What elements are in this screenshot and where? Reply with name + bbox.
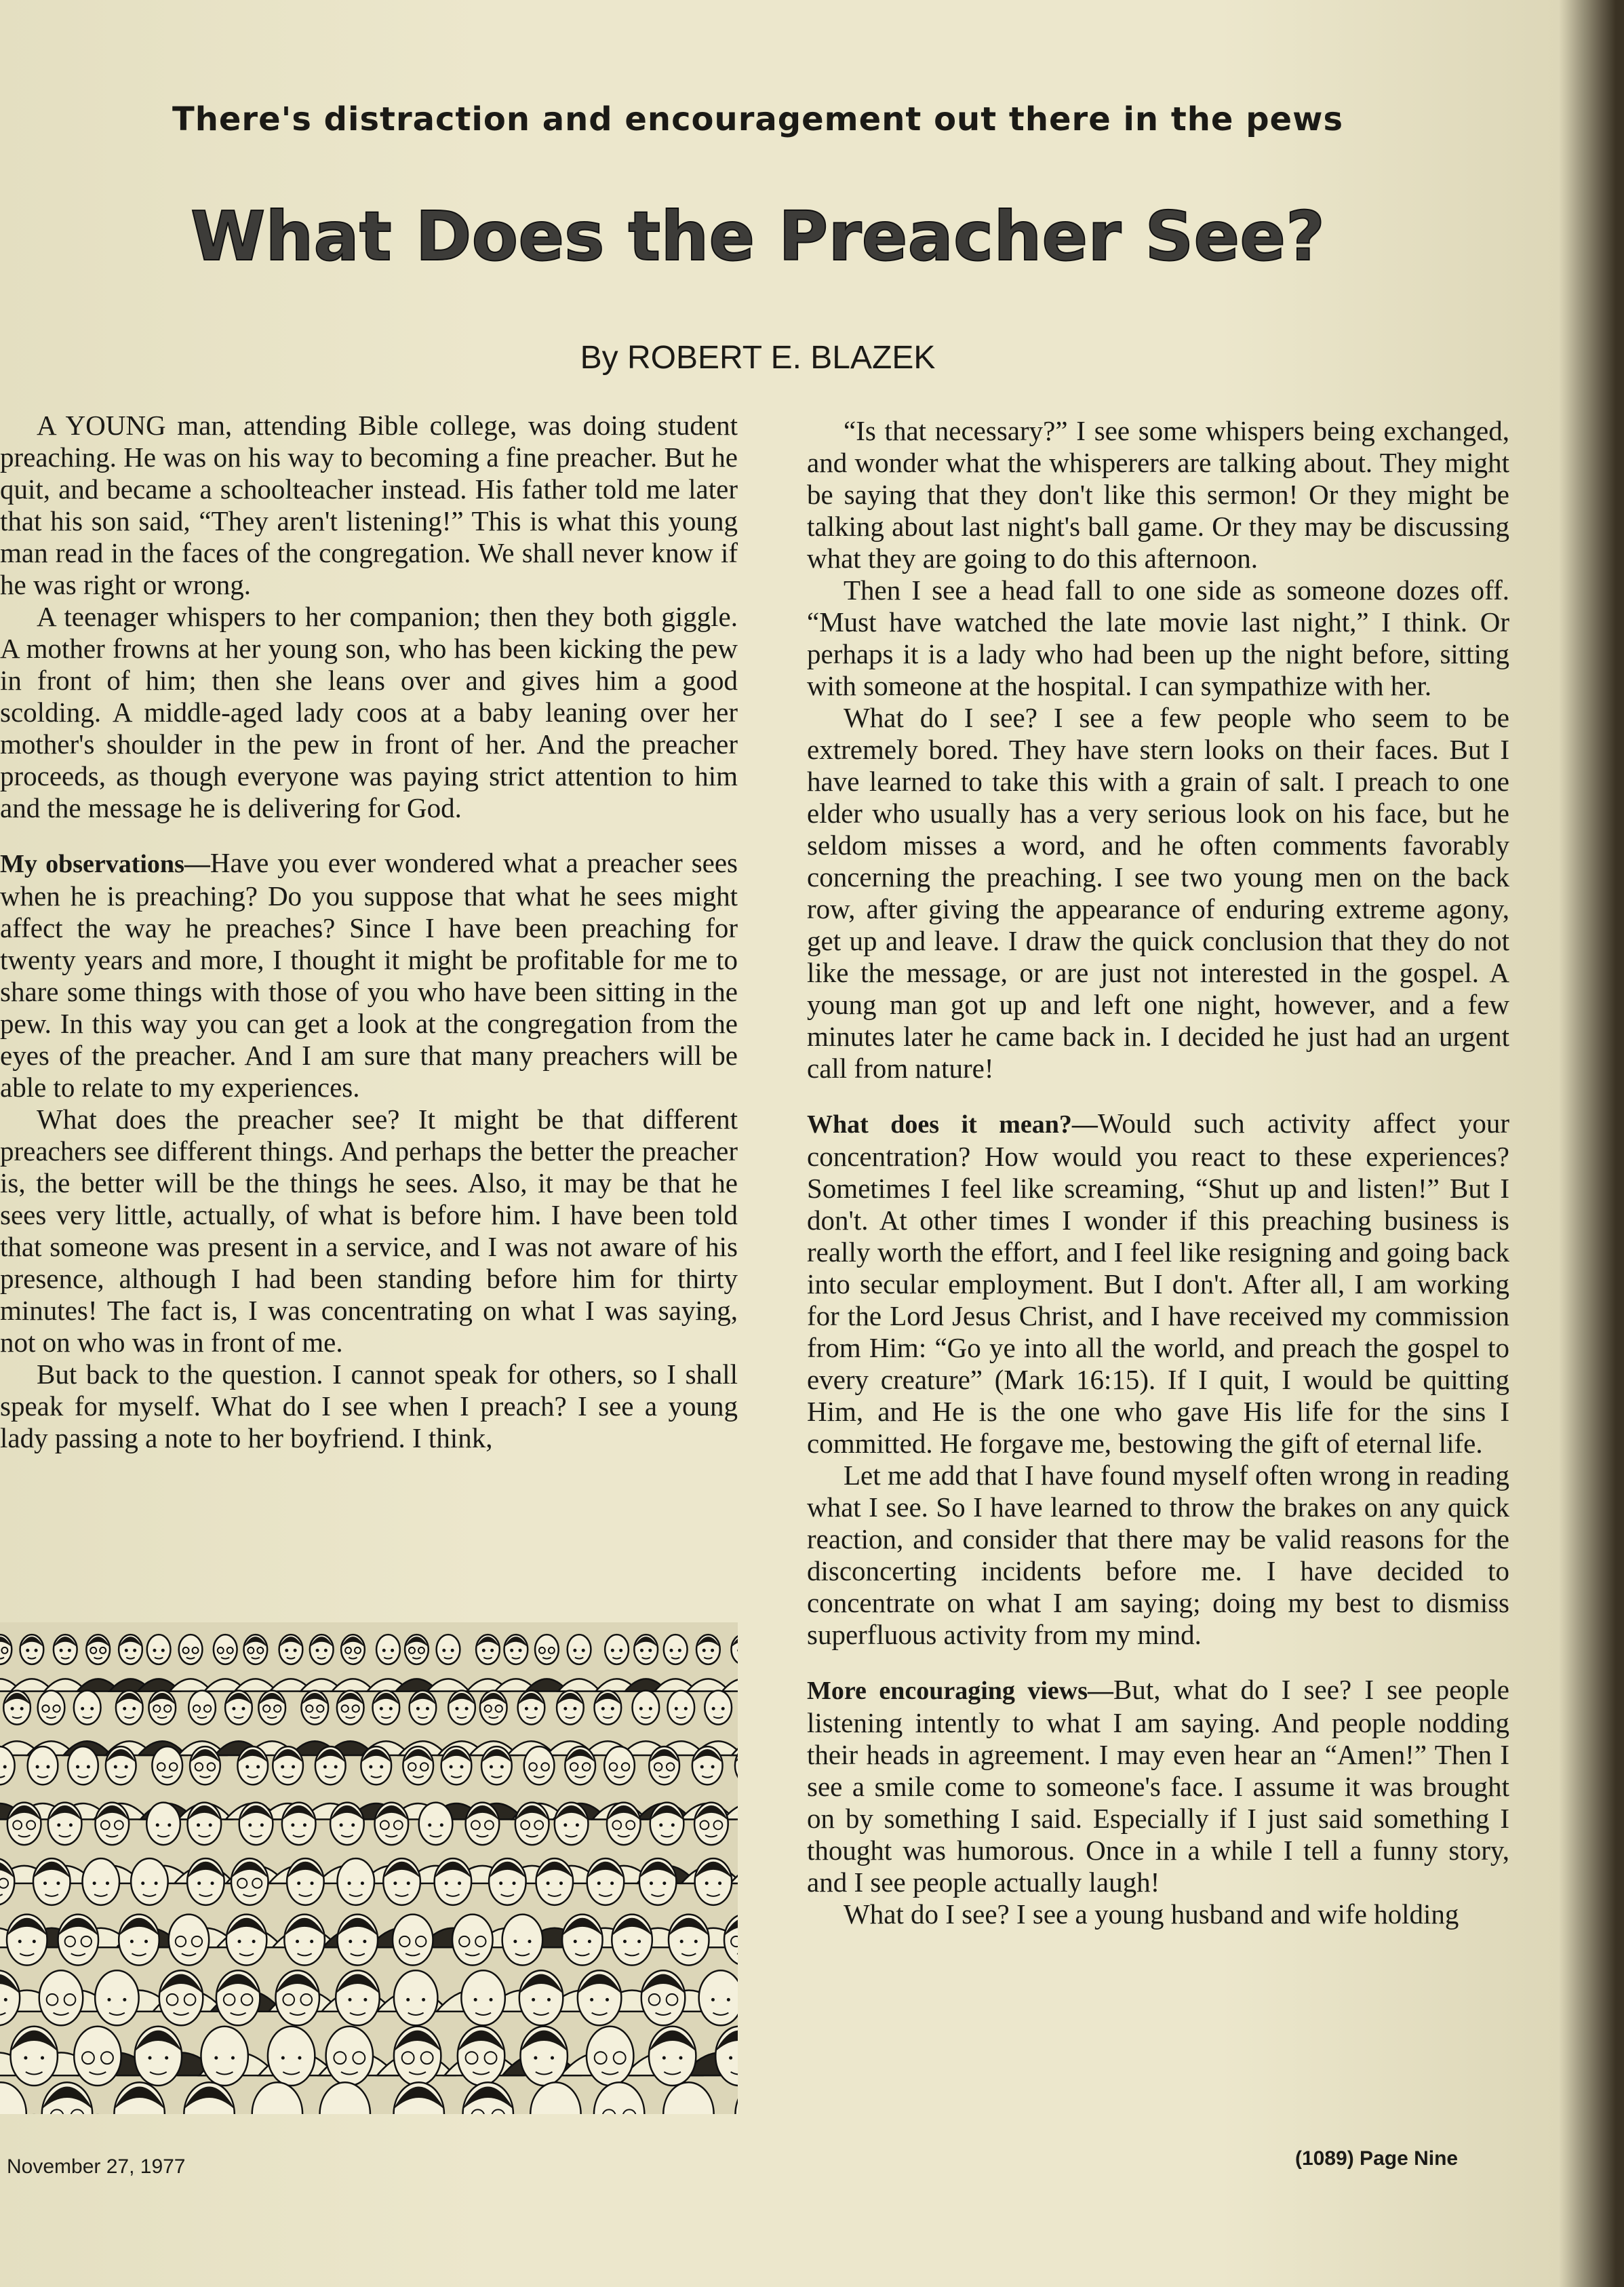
left-column [0, 410, 738, 1454]
article-kicker: There's distraction and encouragement out there in the pews [172, 100, 1344, 138]
issue-date: November 27, 1977 [7, 2155, 186, 2178]
section-what-does-it-mean [807, 1108, 1509, 1460]
paragraph: Let me add that I have found myself often wrong in reading what I see. So I have learned to throw the brakes on any quick reaction, and consider that there may be valid reasons for the disconcerting incidents before me. I have decided to concentrate on what I am saying; doing my best to dismiss superfluous activity from my mind. [807, 1460, 1509, 1650]
paragraph: A YOUNG man, attending Bible college, was doing student preaching. He was on his way to becoming a fine preacher. But he quit, and became a schoolteacher instead. His father told me later that his son said, “They aren't listening!” This is what this young man read in the faces of the congregation. We shall never know if he was right or wrong. [0, 410, 738, 600]
article-byline: By ROBERT E. BLAZEK [580, 340, 936, 376]
paragraph: What do I see? I see a young husband and wife holding [844, 1898, 1459, 1930]
section-text: Have you ever wondered what a preacher sees when he is preaching? Do you suppose that what he sees might affect the way he preaches? Since I have been preaching for twenty years and more, I thought it might be profitable for me to share some things with those of you who have been sitting in the pew. In this way you can get a look at the congregation from the eyes of the preacher. And I am sure that many preachers will be able to relate to my experiences. [0, 847, 738, 1103]
paragraph: What does the preacher see? It might be that different preachers see different things. And perhaps the better the preacher is, the better will be the things he sees. Also, it may be that he sees very little, actually, of what is before him. I have been told that someone was present in a service, and I was not aware of his presence, although I had been standing before him for thirty minutes! The fact is, I was concentrating on what I was saying, not on who was in front of me. [0, 1103, 738, 1358]
page-number: (1089) Page Nine [1295, 2147, 1459, 2170]
article-headline: What Does the Preacher See? [190, 197, 1326, 276]
paragraph: Then I see a head fall to one side as someone dozes off. “Must have watched the late movie last night,” I think. Or perhaps it is a lady who had been up the night before, sitting with someone at the hospital. I can sympathize with her. [807, 574, 1509, 701]
paragraph: What do I see? I see a few people who seem to be extremely bored. They have stern looks on their faces. But I have learned to take this with a grain of salt. I preach to one elder who usually has a very serious look on his face, but he seldom misses a word, and he often comments favorably concerning the preaching. I see two young men on the back row, after giving the appearance of enduring extreme agony, get up and leave. I draw the quick conclusion that they do not like the message, or are just not interested in the gospel. A young man got up and left one night, however, and a few minutes later he came back in. I decided he just had an urgent call from nature! [807, 702, 1509, 1084]
section-observations [0, 847, 738, 1103]
paragraph: A teenager whispers to her companion; then they both giggle. A mother frowns at her young son, who has been kicking the pew in front of him; then she leans over and gives him a good scolding. A middle-aged lady coos at a baby leaning over her mother's shoulder in the pew in front of her. And the preacher proceeds, as though everyone was paying strict attention to him and the message he is delivering for God. [0, 601, 738, 823]
section-heading: What does it mean?— [807, 1110, 1098, 1139]
section-heading: My observations— [0, 850, 210, 878]
section-encouraging-views [807, 1674, 1509, 1898]
crowd-drawing [0, 1622, 738, 2114]
section-heading: More encouraging views— [807, 1677, 1113, 1705]
congregation-illustration [0, 1622, 738, 2114]
section-text: Would such activity affect your concentration? How would you react to these experiences? Sometimes I feel like screaming, “Shut up and listen!” But I don't. At other times I wonder if this preaching business is really worth the effort, and I feel like resigning and going back into secular employment. But I don't. After all, I am working for the Lord Jesus Christ, and I have received my commission from Him: “Go ye into all the world, and preach the gospel to every creature” (Mark 16:15). If I quit, I would be quitting Him, and He is the one who gave His life for the sins I committed. He forgave me, bestowing the gift of eternal life. [807, 1108, 1509, 1459]
section-text: But, what do I see? I see people listening intently to what I am saying. And people nodding their heads in agreement. I may even hear an “Amen!” Then I see a smile come to someone's face. I assume it was brought on by something I said. Especially if I just said something I thought was humorous. Once in a while I tell a funny story, and I see people actually laugh! [807, 1674, 1509, 1898]
right-column [807, 415, 1509, 1930]
paragraph: But back to the question. I cannot speak for others, so I shall speak for myself. What do I see when I preach? I see a young lady passing a note to her boyfriend. I think, [0, 1358, 738, 1453]
paragraph: “Is that necessary?” I see some whispers being exchanged, and wonder what the whisperers are talking about. They might be saying that they don't like this sermon! Or they might be talking about last night's ball game. Or they may be discussing what they are going to do this afternoon. [807, 415, 1509, 574]
